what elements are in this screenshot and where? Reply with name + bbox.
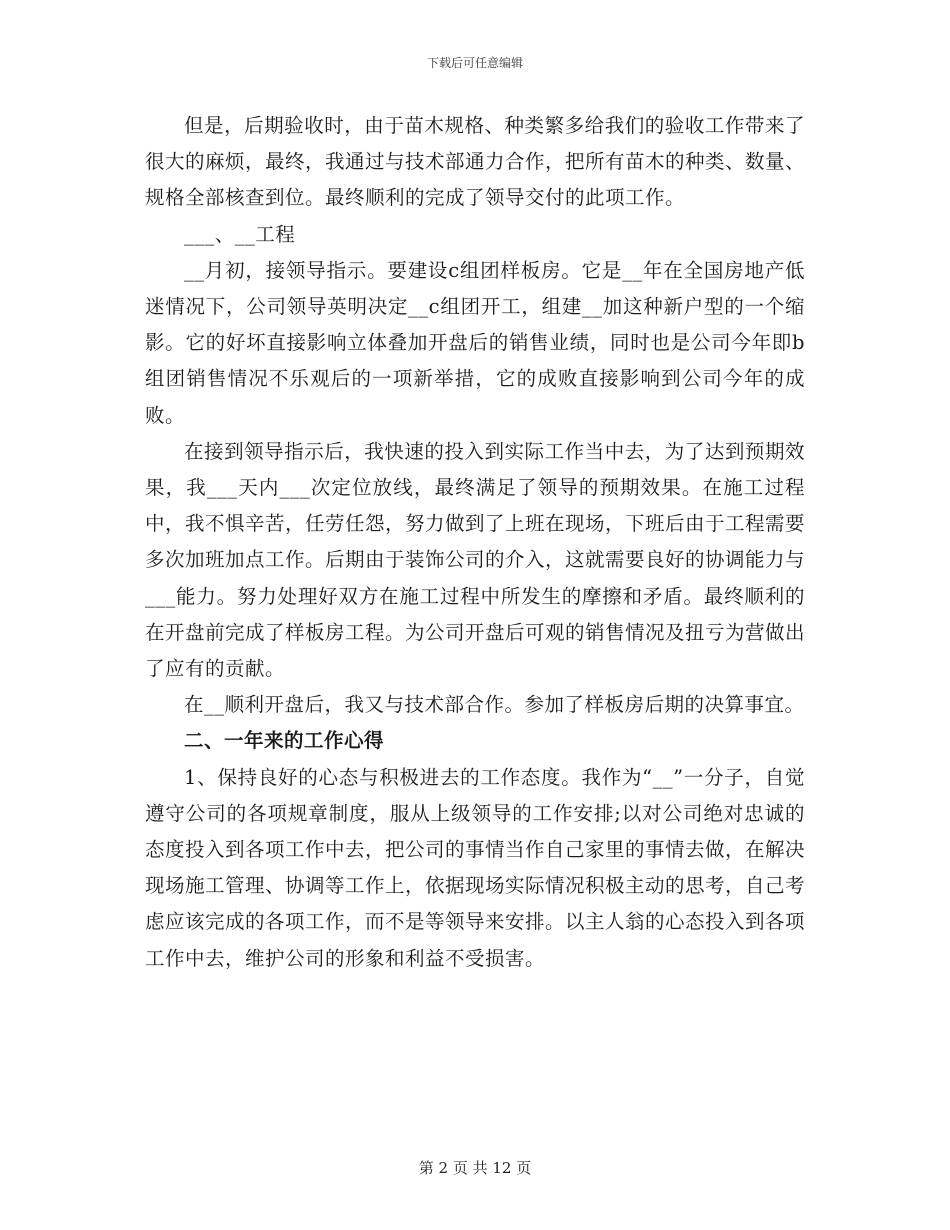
document-body bbox=[145, 108, 805, 977]
page-number: 第 2 页 共 12 页 bbox=[418, 1159, 532, 1177]
section-heading-experience: 二、一年来的工作心得 bbox=[184, 729, 385, 753]
paragraph-sample-house: __月初，接领导指示。要建设c组团样板房。它是__年在全国房地产低迷情况下，公司领导英明决定__c组团开工，组建__加这种新户型的一个缩影。它的好坏直接影响立体叠加开盘后的销售业绩，同时也是公司今年即b组团销售情况不乐观后的一项新举措，它的成败直接影响到公司今年的成败。 bbox=[145, 258, 805, 427]
paragraph-acceptance: 但是，后期验收时，由于苗木规格、种类繁多给我们的验收工作带来了很大的麻烦，最终，我通过与技术部通力合作，把所有苗木的种类、数量、规格全部核查到位。最终顺利的完成了领导交付的此项工作。 bbox=[145, 114, 806, 210]
paragraph-construction: 在接到领导指示后，我快速的投入到实际工作当中去，为了达到预期效果，我___天内___次定位放线，最终满足了领导的预期效果。在施工过程中，我不惧辛苦，任劳任怨，努力做到了上班在现场，下班后由于工程需要多次加班加点工作。后期由于装饰公司的介入，这就需要良好的协调能力与___能力。努力处理好双方在施工过程中所发生的摩擦和矛盾。最终顺利的在开盘前完成了样板房工程。为公司开盘后可观的销售情况及扭亏为营做出了应有的贡献。 bbox=[145, 439, 806, 681]
page-header: 下载后可任意编辑 bbox=[426, 56, 523, 70]
paragraph-settlement: 在__顺利开盘后，我又与技术部合作。参加了样板房后期的决算事宜。 bbox=[184, 693, 805, 717]
paragraph-attitude: 1、保持良好的心态与积极进去的工作态度。我作为“__”一分子，自觉遵守公司的各项规章制度，服从上级领导的工作安排;以对公司绝对忠诚的态度投入到各项工作中去，把公司的事情当作自己家里的事情去做，在解决现场施工管理、协调等工作上，依据现场实际情况积极主动的思考，自己考虑应该完成的各项工作，而不是等领导来安排。以主人翁的心态投入到各项工作中去，维护公司的形象和利益不受损害。 bbox=[145, 765, 806, 970]
section-heading-project: ___、__工程 bbox=[184, 222, 296, 246]
